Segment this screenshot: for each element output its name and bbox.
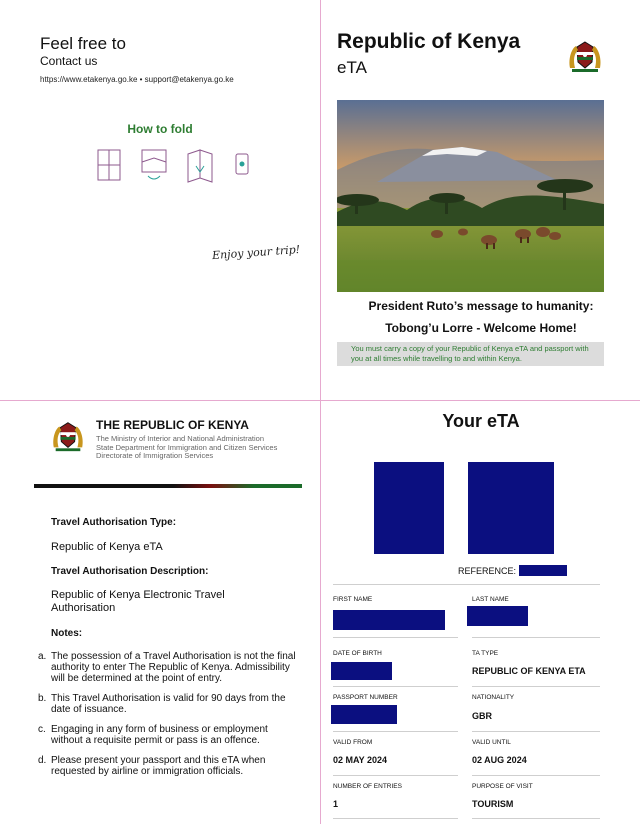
divider <box>333 686 458 687</box>
divider <box>472 637 600 638</box>
kenya-coat-of-arms-icon <box>50 418 86 454</box>
directorate-line: Directorate of Immigration Services <box>96 451 214 460</box>
cover-subtitle: eTA <box>337 58 367 77</box>
notes-label: Notes: <box>51 628 83 639</box>
last-name-label: LAST NAME <box>472 596 509 603</box>
valid-from-value: 02 MAY 2024 <box>333 755 388 765</box>
kilimanjaro-elephants-photo <box>337 100 604 292</box>
note-key: c. <box>38 724 46 735</box>
divider <box>333 637 458 638</box>
valid-from-label: VALID FROM <box>333 739 373 746</box>
note-key: d. <box>38 755 47 766</box>
ministry-line: The Ministry of Interior and National Administration <box>96 434 264 443</box>
redacted-dob <box>331 662 392 680</box>
divider <box>472 731 600 732</box>
purpose-value: TOURISM <box>472 799 514 809</box>
president-message-text: Tobong’u Lorre - Welcome Home! <box>385 321 577 335</box>
nationality-value: GBR <box>472 711 492 721</box>
note-key: a. <box>38 651 47 662</box>
entries-value: 1 <box>333 799 339 809</box>
cover-title: Republic of Kenya <box>337 30 521 53</box>
divider <box>472 686 600 687</box>
your-eta-title: Your eTA <box>442 411 520 431</box>
divider <box>333 584 600 585</box>
redacted-photo <box>374 462 444 554</box>
dob-label: DATE OF BIRTH <box>333 650 382 657</box>
flag-color-bar <box>34 484 302 488</box>
redacted-last-name <box>467 606 528 626</box>
fold-step-1-icon <box>98 150 120 180</box>
nationality-label: NATIONALITY <box>472 694 515 701</box>
divider <box>333 775 458 776</box>
note-text: The possession of a Travel Authorisation is not the final authority to enter The Republic of Kenya. Admissibility will be determined at the point of entry. <box>51 651 296 684</box>
notes-list <box>38 651 298 786</box>
contact-links[interactable]: https://www.etakenya.go.ke • support@etakenya.go.ke <box>40 75 234 84</box>
fold-line-vertical <box>320 0 321 824</box>
fold-title: How to fold <box>127 122 193 136</box>
redacted-first-name <box>333 610 445 630</box>
passport-number-label: PASSPORT NUMBER <box>333 694 398 701</box>
ministry-block <box>96 435 277 461</box>
note-key: b. <box>38 693 47 704</box>
ta-description-label: Travel Authorisation Description: <box>51 566 209 577</box>
ta-type-label: Travel Authorisation Type: <box>51 517 177 528</box>
redacted-reference <box>519 565 567 576</box>
first-name-label: FIRST NAME <box>333 596 373 603</box>
fold-instructions-icon <box>96 148 266 184</box>
note-item <box>38 693 298 715</box>
fold-step-4-icon <box>236 154 248 174</box>
ta-type-value: Republic of Kenya eTA <box>51 541 163 553</box>
ta-description-value: Republic of Kenya Electronic Travel Authorisation <box>51 589 225 614</box>
note-text: This Travel Authorisation is valid for 90 days from the date of issuance. <box>51 693 286 715</box>
fold-line-horizontal <box>0 400 640 401</box>
kenya-coat-of-arms-icon <box>566 38 604 74</box>
redacted-passport-number <box>331 705 397 724</box>
enjoy-trip-script: Enjoy your trip! <box>211 242 301 263</box>
department-line: State Department for Immigration and Citizen Services <box>96 442 278 452</box>
divider <box>333 818 458 819</box>
note-item <box>38 651 298 684</box>
divider <box>472 818 600 819</box>
fold-step-3-icon <box>188 150 212 182</box>
note-item <box>38 724 298 746</box>
valid-until-value: 02 AUG 2024 <box>472 755 527 765</box>
redacted-qr-code <box>468 462 554 554</box>
president-message-title: President Ruto’s message to humanity: <box>368 299 594 313</box>
note-item <box>38 755 298 777</box>
ta-type-value: REPUBLIC OF KENYA ETA <box>472 666 586 676</box>
fold-step-2-icon <box>142 150 166 179</box>
entries-label: NUMBER OF ENTRIES <box>333 783 402 790</box>
republic-heading: THE REPUBLIC OF KENYA <box>96 418 249 432</box>
reference-label: REFERENCE: <box>458 566 517 576</box>
purpose-label: PURPOSE OF VISIT <box>472 783 533 790</box>
note-text: Please present your passport and this eTA when requested by airline or immigration officials. <box>51 755 266 777</box>
contact-subheading: Contact us <box>40 54 98 68</box>
contact-heading: Feel free to <box>40 34 126 53</box>
ta-type-label: TA TYPE <box>472 650 499 657</box>
divider <box>333 731 458 732</box>
divider <box>472 775 600 776</box>
valid-until-label: VALID UNTIL <box>472 739 511 746</box>
note-text: Engaging in any form of business or employment without a requisite permit or pass is an offence. <box>51 724 268 746</box>
carry-copy-notice: You must carry a copy of your Republic of Kenya eTA and passport with you at all times while travelling to and within Kenya. <box>337 342 604 366</box>
